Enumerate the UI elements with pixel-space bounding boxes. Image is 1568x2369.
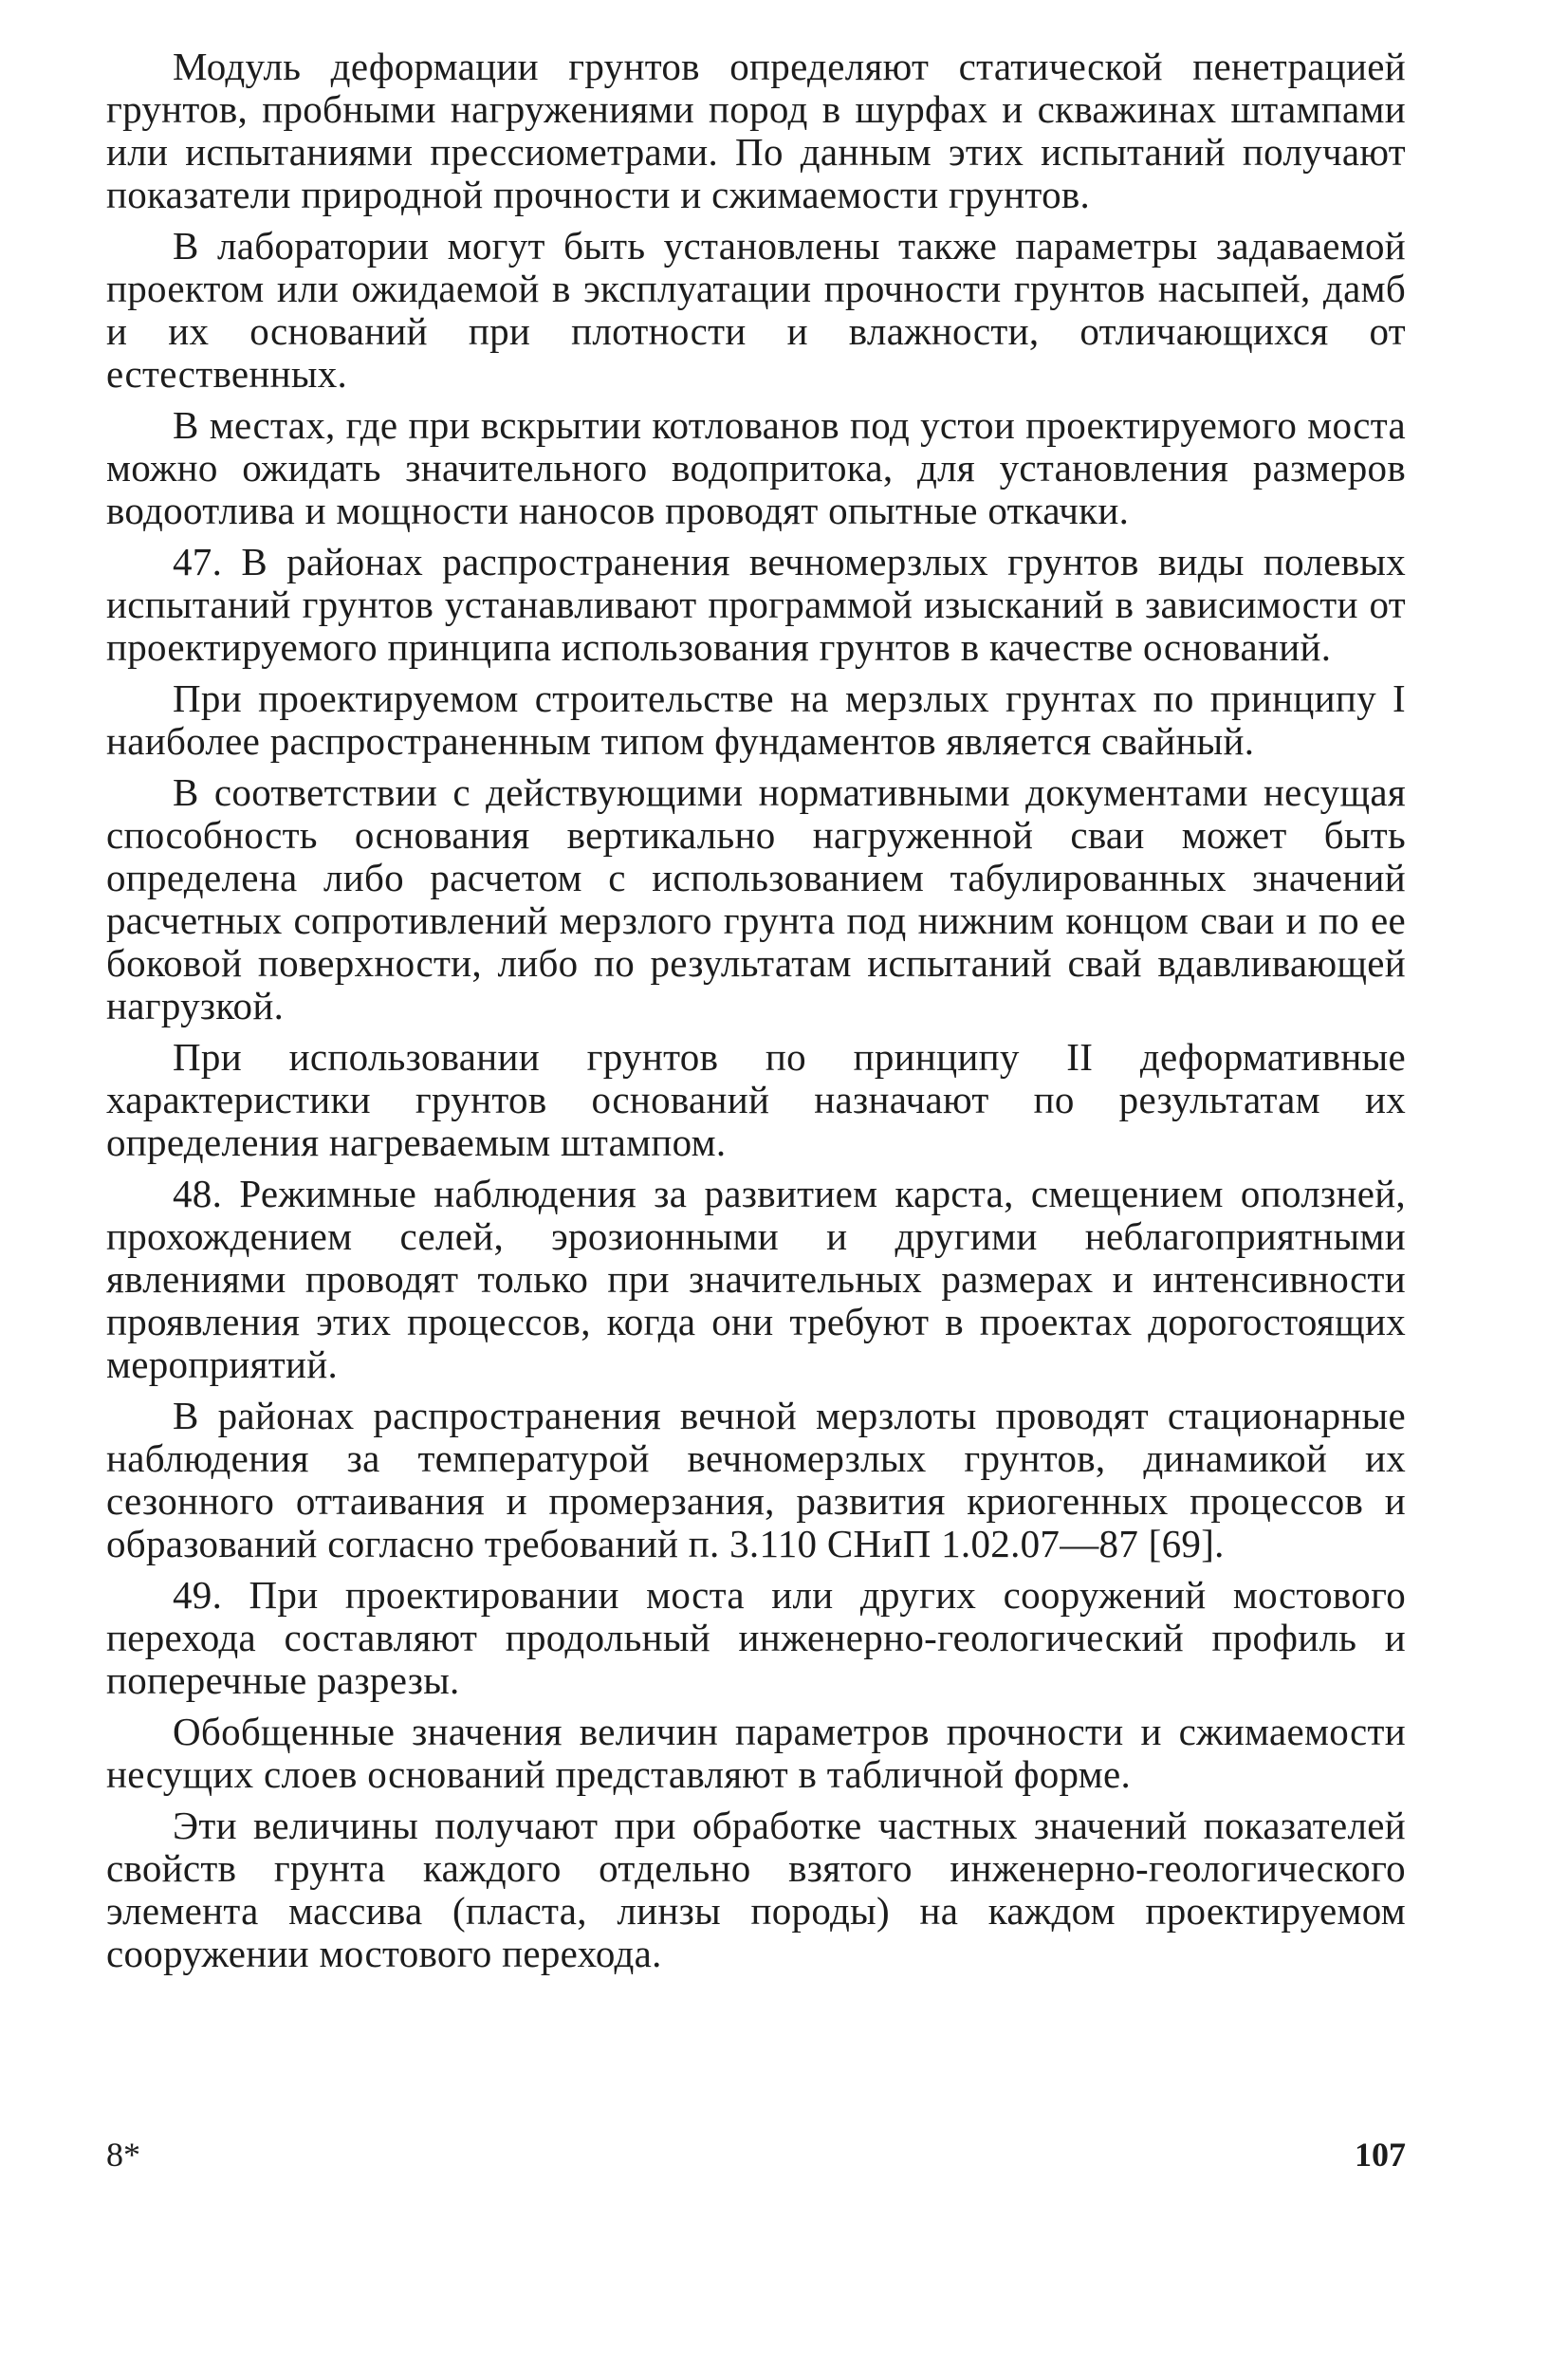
paragraph-4: 47. В районах распространения вечномерзлых грунтов виды полевых испытаний грунтов устанавливают программой изысканий в зависимости от проектируемого принципа использования грунтов в качестве оснований. <box>106 540 1406 669</box>
paragraph-9: В районах распространения вечной мерзлоты проводят стационарные наблюдения за температурой вечномерзлых грунтов, динамикой их сезонного оттаивания и промерзания, развития криогенных процессов и образований согласно требований п. 3.110 СНиП 1.02.07—87 [69]. <box>106 1394 1406 1565</box>
paragraph-7: При использовании грунтов по принципу II деформативные характеристики грунтов оснований назначают по результатам их определения нагреваемым штампом. <box>106 1035 1406 1164</box>
paragraph-8: 48. Режимные наблюдения за развитием карста, смещением оползней, прохождением селей, эрозионными и другими неблагоприятными явлениями проводят только при значительных размерах и интенсивности проявления этих процессов, когда они требуют в проектах дорогостоящих мероприятий. <box>106 1172 1406 1386</box>
paragraph-11: Обобщенные значения величин параметров прочности и сжимаемости несущих слоев оснований представляют в табличной форме. <box>106 1710 1406 1796</box>
page-footer <box>106 2131 1406 2178</box>
paragraph-5: При проектируемом строительстве на мерзлых грунтах по принципу I наиболее распространенным типом фундаментов является свайный. <box>106 676 1406 763</box>
paragraph-2: В лаборатории могут быть установлены также параметры задаваемой проектом или ожидаемой в эксплуатации прочности грунтов насыпей, дамб и их оснований при плотности и влажности, отличающихся от естественных. <box>106 224 1406 396</box>
body-text <box>106 46 1406 1975</box>
document-page <box>106 46 1406 2323</box>
signature-mark: 8* <box>106 2136 140 2174</box>
paragraph-12: Эти величины получают при обработке частных значений показателей свойств грунта каждого отдельно взятого инженерно-геологического элемента массива (пласта, линзы породы) на каждом проектируемом сооружении мостового перехода. <box>106 1804 1406 1975</box>
paragraph-10: 49. При проектировании моста или других сооружений мостового перехода составляют продольный инженерно-геологический профиль и поперечные разрезы. <box>106 1573 1406 1702</box>
paragraph-3: В местах, где при вскрытии котлованов под устои проектируемого моста можно ожидать значительного водопритока, для установления размеров водоотлива и мощности наносов проводят опытные откачки. <box>106 403 1406 532</box>
paragraph-6: В соответствии с действующими нормативными документами несущая способность основания вертикально нагруженной сваи может быть определена либо расчетом с использованием табулированных значений расчетных сопротивлений мерзлого грунта под нижним концом сваи и по ее боковой поверхности, либо по результатам испытаний свай вдавливающей нагрузкой. <box>106 770 1406 1027</box>
paragraph-1: Модуль деформации грунтов определяют статической пенетрацией грунтов, пробными нагружениями пород в шурфах и скважинах штампами или испытаниями прессиометрами. По данным этих испытаний получают показатели природной прочности и сжимаемости грунтов. <box>106 45 1406 216</box>
page-number: 107 <box>1355 2136 1406 2174</box>
